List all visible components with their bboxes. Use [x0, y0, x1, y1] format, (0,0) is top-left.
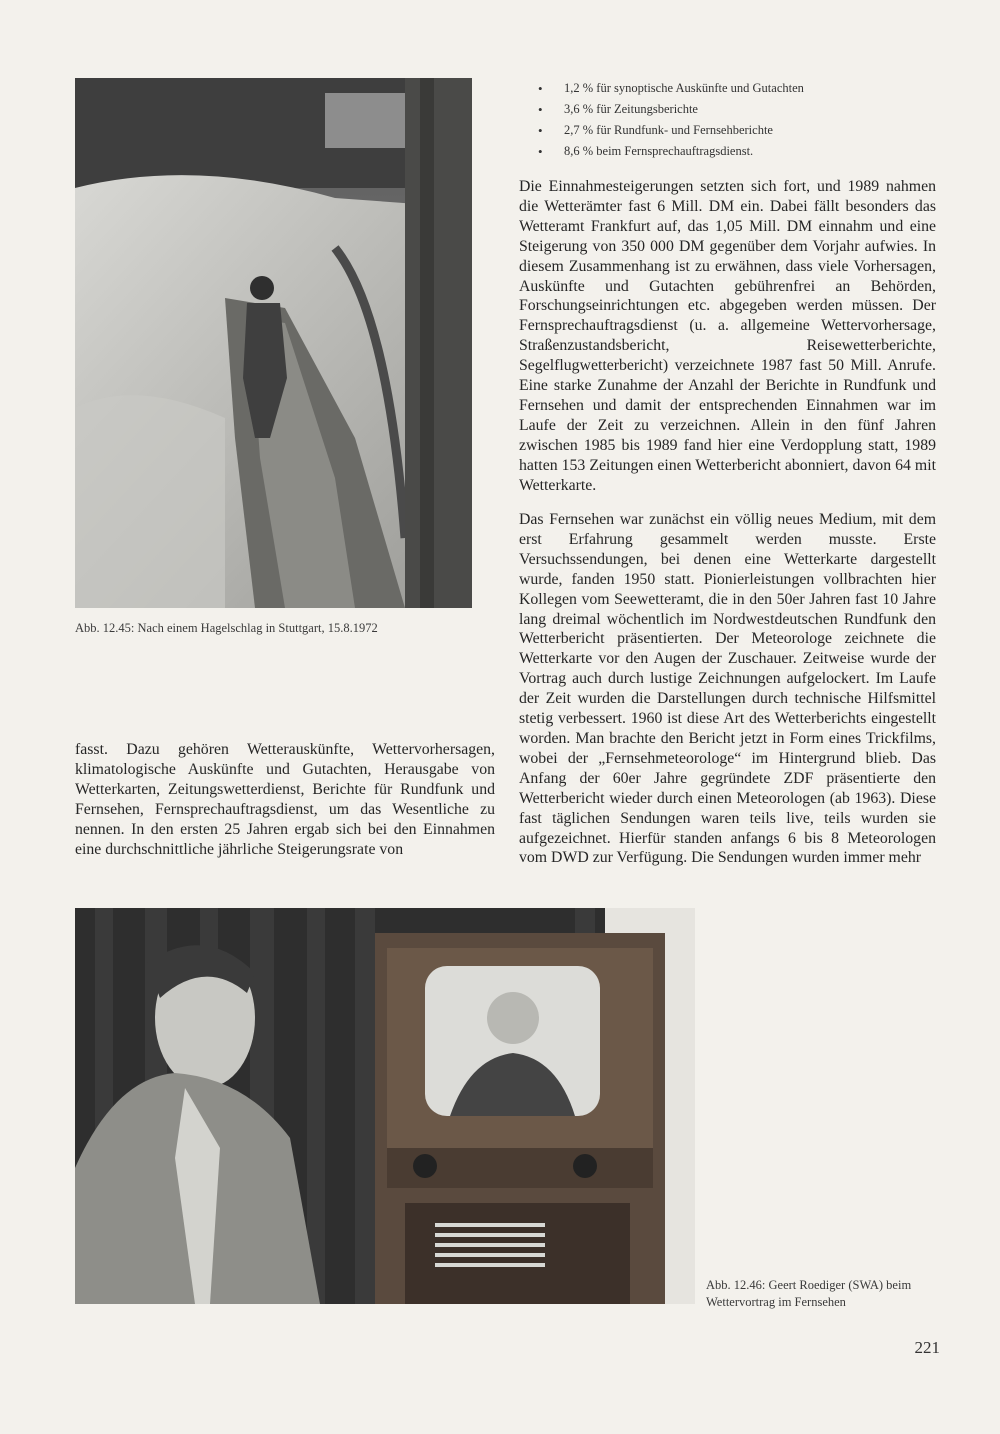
tv-presenter-photo [75, 908, 695, 1304]
fee-share-list [534, 78, 954, 162]
list-item: • 3,6 % für Zeitungsberichte [534, 99, 954, 120]
body-paragraph-television: Das Fernsehen war zunächst ein völlig neues Medium, mit dem erst Erfahrung gesammelt werden musste. Erste Versuchssendungen, bei denen eine Wetterkarte dargestellt wurde, fanden 1950 statt. Pionierleistungen vollbrachten hier Kollegen vom Seewetteramt, die in den 50er Jahren fast 10 Jahre lang dreimal wöchentlich im Nordwestdeutschen Rundfunk den Wetterbericht präsentierten. Der Meteorologe zeichnete die Wetterkarte vor den Augen der Zuschauer. Zeitweise wurde der Vortrag auch durch lustige Zeichnungen aufgelockert. Im Laufe der Zeit wurden die Darstellungen durch technische Hilfsmittel stetig verbessert. 1960 ist diese Art des Wetterberichts eingestellt worden. Man brachte den Bericht jetzt in Form eines Trickfilms, wobei der „Fernsehmeteorologe“ im Hintergrund blieb. Das Anfang der 60er Jahre gegründete ZDF präsentierte den Wetterbericht wieder durch einen Meteorologen (ab 1963). Diese fast täglichen Sendungen waren teils live, teils wurden sie aufgezeichnet. Hierfür standen anfangs 6 bis 8 Meteorologen vom DWD zur Verfügung. Die Sendungen wurden immer mehr [519, 511, 936, 867]
list-item: • 2,7 % für Rundfunk- und Fernsehberichte [534, 120, 954, 141]
body-paragraph-left: fasst. Dazu gehören Wetterauskünfte, Wettervorhersagen, klimatologische Auskünfte und Gutachten, Herausgabe von Wetterkarten, Zeitungswetterdienst, Berichte für Rundfunk und Fernsehen, Fernsprechauftragsdienst, um das Wesentliche zu nennen. In den ersten 25 Jahren ergab sich bei den Einnahmen eine durchschnittliche jährliche Steigerungsrate von [75, 741, 495, 858]
hailstorm-photo [75, 78, 472, 608]
list-item: • 8,6 % beim Fernsprechauftragsdienst. [534, 141, 954, 162]
figure-1245-caption: Abb. 12.45: Nach einem Hagelschlag in Stuttgart, 15.8.1972 [75, 621, 378, 635]
page-number: 221 [914, 1338, 940, 1357]
body-paragraph-revenue: Die Einnahmesteigerungen setzten sich fort, und 1989 nahmen die Wetterämter fast 6 Mill. DM ein. Dabei fällt besonders das Wetteramt Frankfurt auf, das 1,05 Mill. DM einnahm und eine Steigerung von 350 000 DM gegenüber dem Vorjahr aufwies. In diesem Zusammenhang ist zu erwähnen, dass viele Vorhersagen, Auskünfte und Gutachten gebührenfrei an Behörden, Forschungseinrichtungen etc. abgegeben werden müssen. Der Fernsprechauftragsdienst (u. a. allgemeine Wettervorhersage, Straßenzustandsbericht, Reisewetterberichte, Segelflugwetterbericht) verzeichnete 1987 fast 50 Mill. Anrufe. Eine starke Zunahme der Anzahl der Berichte in Rundfunk und Fernsehen und damit der entsprechenden Einnahmen war im Laufe der Zeit zu verzeichnen. Allein in den fünf Jahren zwischen 1985 bis 1989 fand hier eine Verdopplung statt, 1989 hatten 153 Zeitungen einen Wetterbericht abonniert, davon 64 mit Wetterkarte. [519, 178, 936, 494]
list-item: • 1,2 % für synoptische Auskünfte und Gutachten [534, 78, 954, 99]
figure-1246-caption: Abb. 12.46: Geert Roediger (SWA) beim Wettervortrag im Fernsehen [706, 1278, 912, 1309]
